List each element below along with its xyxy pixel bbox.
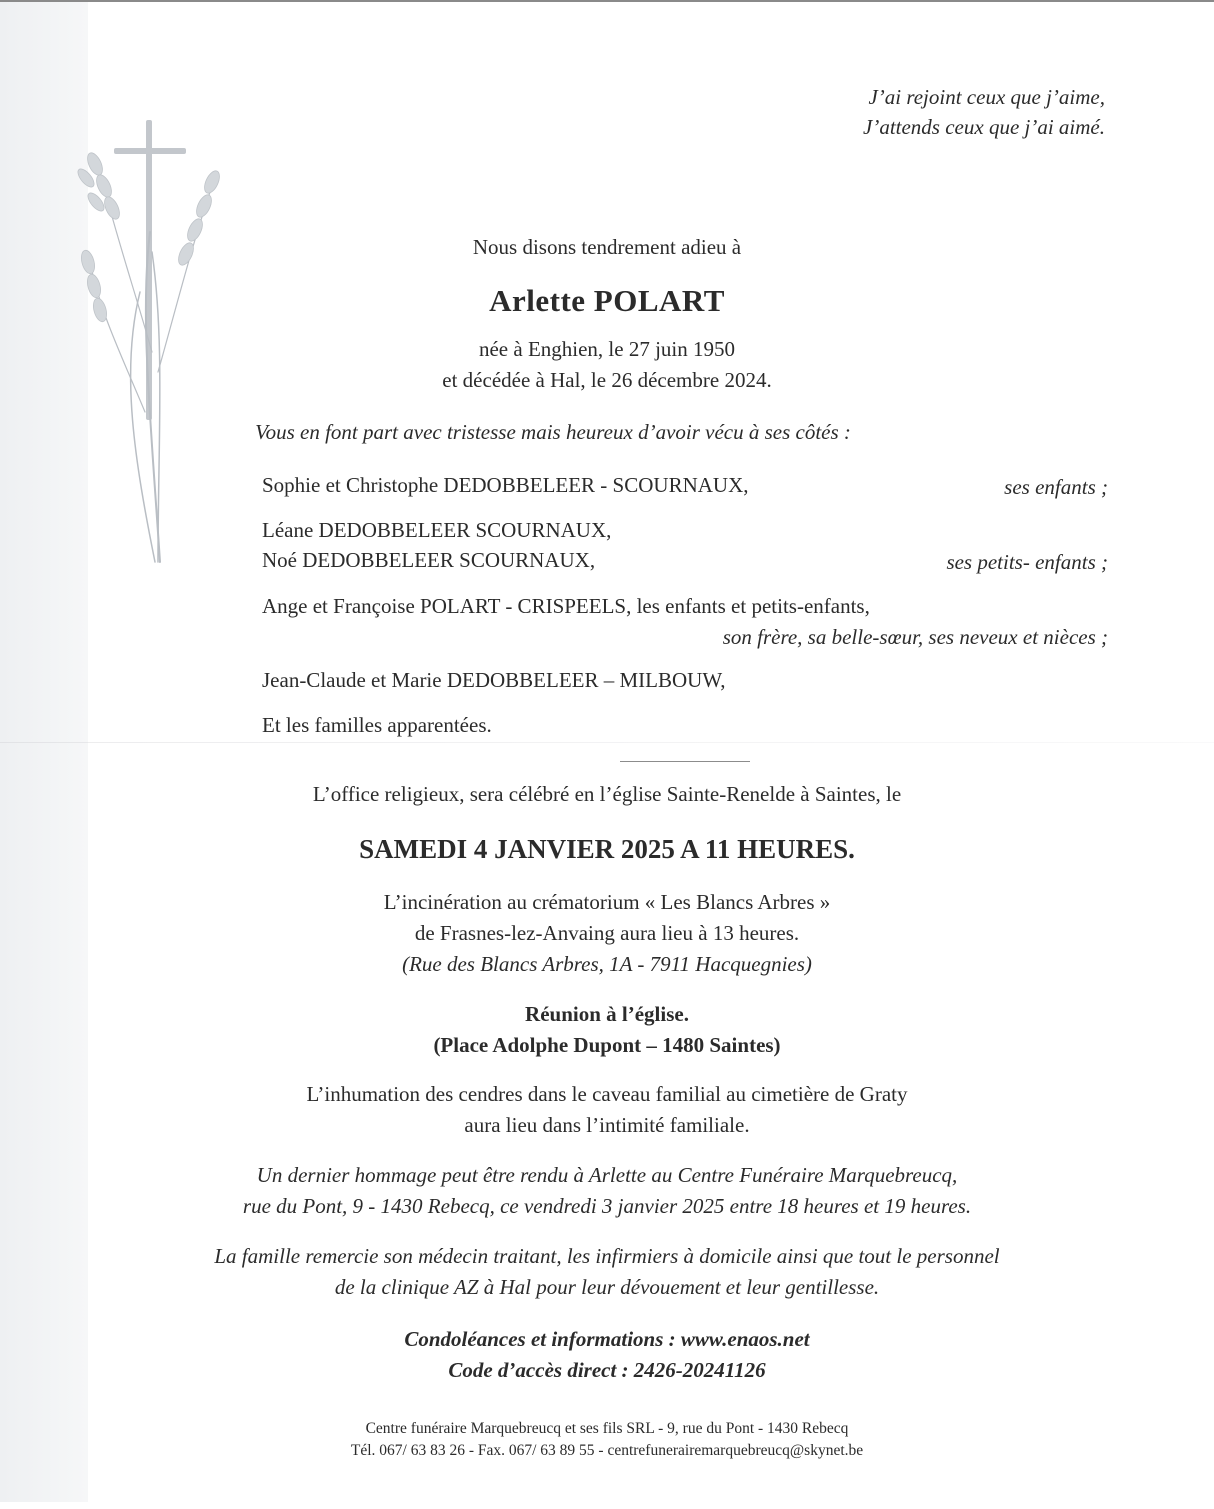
section-divider (620, 761, 750, 762)
relation-grandchildren: ses petits- enfants ; (946, 550, 1108, 574)
thanks-line-1: La famille remercie son médecin traitant, les infirmiers à domicile ainsi que tout le personnel (214, 1244, 1000, 1268)
family-grandchild-1: Léane DEDOBBELEER SCOURNAUX, (262, 518, 612, 542)
cremation-line-2: de Frasnes-lez-Anvaing aura lieu à 13 heures. (414, 921, 800, 945)
family-inlaws-line: Jean-Claude et Marie DEDOBBELEER – MILBOUW, (262, 668, 726, 692)
burial-line-1: L’inhumation des cendres dans le caveau familial au cimetière de Graty (306, 1082, 908, 1106)
fold-line (0, 742, 1214, 743)
thanks-line-2: de la clinique AZ à Hal pour leur dévouement et leur gentillesse. (334, 1275, 880, 1299)
relation-brother: son frère, sa belle-sœur, ses neveux et nièces ; (722, 625, 1108, 649)
footer-contact: Tél. 067/ 63 83 26 - Fax. 067/ 63 89 55 - centrefunerairemarquebreucq@skynet.be (350, 1442, 864, 1459)
intro-text: Nous disons tendrement adieu à (472, 235, 742, 259)
ceremony-date: SAMEDI 4 JANVIER 2025 A 11 HEURES. (359, 834, 855, 864)
relation-children: ses enfants ; (1004, 475, 1108, 499)
death-line: et décédée à Hal, le 26 décembre 2024. (442, 368, 772, 392)
deceased-name: Arlette POLART (489, 283, 725, 318)
burial-line-2: aura lieu dans l’intimité familiale. (464, 1113, 750, 1137)
page-top-edge (0, 0, 1214, 2)
cremation-address: (Rue des Blancs Arbres, 1A - 7911 Hacquegnies) (402, 952, 812, 976)
footer-company: Centre funéraire Marquebreucq et ses fils SRL - 9, rue du Pont - 1430 Rebecq (365, 1420, 849, 1437)
cremation-line-1: L’incinération au crématorium « Les Blancs Arbres » (383, 890, 831, 914)
poem-line-1: J’ai rejoint ceux que j’aime, (868, 85, 1105, 109)
access-code-line: Code d’accès direct : 2426-20241126 (448, 1358, 766, 1382)
tribute-line-1: Un dernier hommage peut être rendu à Arlette au Centre Funéraire Marquebreucq, (256, 1163, 958, 1187)
condolences-line: Condoléances et informations : www.enaos.net (404, 1327, 810, 1351)
family-brother-line: Ange et Françoise POLART - CRISPEELS, les enfants et petits-enfants, (262, 594, 870, 618)
meeting-line-2: (Place Adolphe Dupont – 1480 Saintes) (433, 1033, 781, 1057)
tribute-line-2: rue du Pont, 9 - 1430 Rebecq, ce vendredi 3 janvier 2025 entre 18 heures et 19 heures. (242, 1194, 972, 1218)
ceremony-intro: L’office religieux, sera célébré en l’église Sainte-Renelde à Saintes, le (312, 782, 902, 806)
poem-line-2: J’attends ceux que j’ai aimé. (863, 115, 1105, 139)
family-grandchild-2: Noé DEDOBBELEER SCOURNAUX, (262, 548, 596, 572)
family-relatives-line: Et les familles apparentées. (262, 713, 492, 737)
announcement-text: Vous en font part avec tristesse mais heureux d’avoir vécu à ses côtés : (255, 420, 851, 444)
meeting-line-1: Réunion à l’église. (525, 1002, 689, 1026)
family-children-line: Sophie et Christophe DEDOBBELEER - SCOURNAUX, (262, 473, 749, 497)
birth-line: née à Enghien, le 27 juin 1950 (478, 337, 736, 361)
